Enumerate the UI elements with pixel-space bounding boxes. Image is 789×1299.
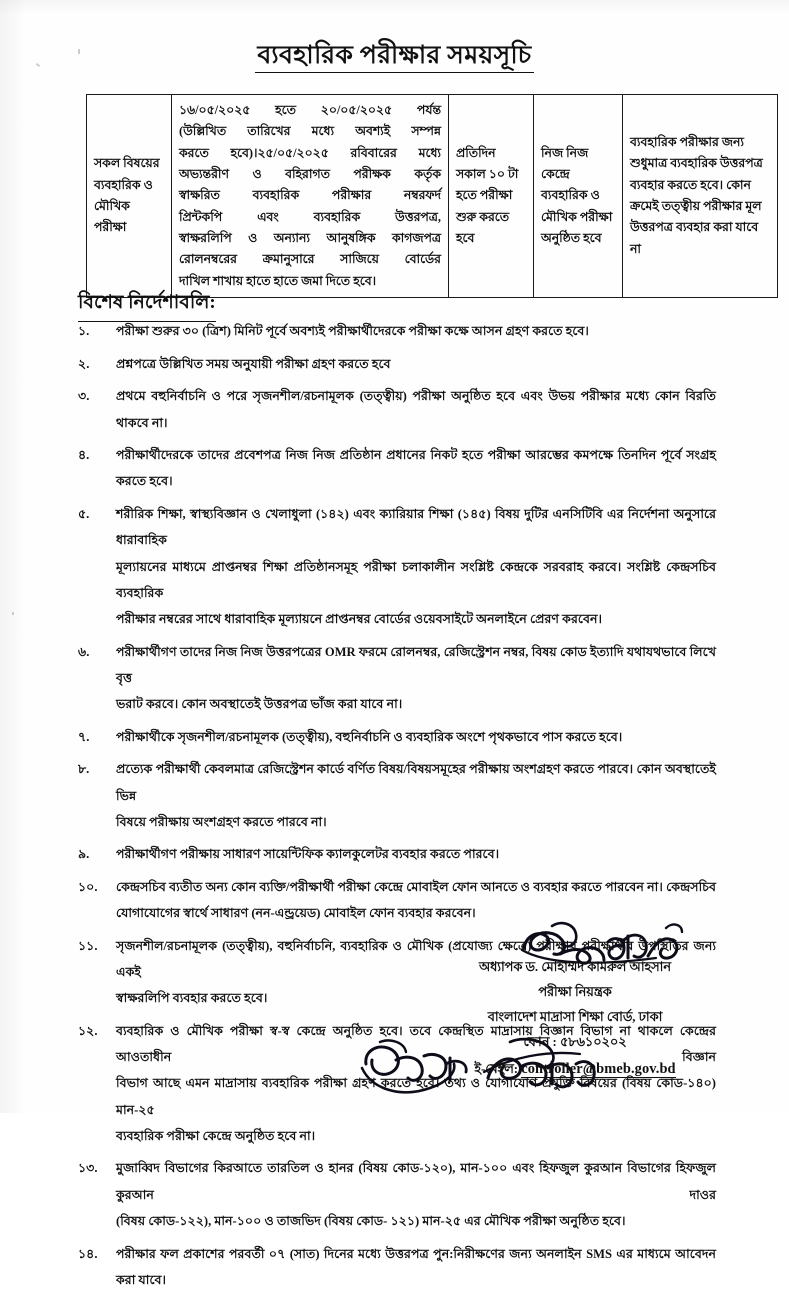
instruction-line: কেন্দ্রসচিব ব্যতীত অন্য কোন ব্যক্তি/পরীক্ষার্থী পরীক্ষা কেন্দ্রে মোবাইল ফোন আনতে ও ব্যবহার করতে পারবেন না। কেন্দ্রসচিব	[116, 880, 716, 895]
cell-dates-line: স্বাক্ষরিত ব্যবহারিক পরীক্ষার নম্বরফর্দ	[179, 188, 441, 203]
instruction-line: প্রশ্নপত্রে উল্লিখিত সময় অনুযায়ী পরীক্ষা গ্রহণ করতে হবে	[116, 356, 391, 371]
instruction-line: সৃজনশীল/রচনামূলক (তত্ত্বীয়), বহুনির্বাচনি, ব্যবহারিক ও মৌখিক (প্রযোজ্য ক্ষেত্রে) পরীক্ষায় পরীক্ষার্থীর উপস্থিতির জন্য একই	[116, 938, 716, 980]
table-row	[87, 95, 778, 298]
instruction-text	[116, 1241, 716, 1293]
instruction-line: বিভাগ আছে এমন মাদ্রাসায় ব্যবহারিক পরীক্ষা গ্রহণ করতে হবে। তথ্য ও যোগাযোগ প্রযুক্তি বিষয়ের (বিষয় কোড-১৪০) মান-২৫	[116, 1076, 716, 1117]
instruction-text	[116, 639, 716, 718]
instruction-line: (বিষয় কোড-১২২), মান-১০০ ও তাজভিদ (বিষয় কোড- ১২১) মান-২৫ এর মৌখিক পরীক্ষা অনুষ্ঠিত হবে।	[116, 1213, 626, 1228]
instructions-heading-text: বিশেষ নির্দেশাবলি:	[78, 288, 216, 322]
instruction-number: ১.	[78, 324, 90, 338]
instruction-line: পরীক্ষার ফল প্রকাশের পরবর্তী ০৭ (সাত) দিনের মধ্যে উত্তরপত্র পুন:নিরীক্ষণের জন্য অনলাইন SMS এর মাধ্যমে আবেদন করা যাবে।	[116, 1246, 716, 1287]
instruction-line: বিষয়ে পরীক্ষায় অংশগ্রহণ করতে পারবে না।	[116, 814, 327, 829]
instruction-item	[78, 501, 716, 632]
cell-dates-line: ১৬/০৫/২০২৫ হতে ২০/০৫/২০২৫ পর্যন্ত	[179, 103, 441, 117]
cell-dates	[172, 95, 449, 298]
scan-shadow-left	[0, 0, 26, 1113]
instruction-number: ১০.	[78, 880, 98, 895]
signature-block	[420, 955, 730, 1083]
instruction-line: ভরাট করবে। কোন অবস্থাতেই উত্তরপত্র ভাঁজ করা যাবে না।	[116, 696, 403, 711]
cell-dates-line: প্রিন্টকপি এবং ব্যবহারিক উত্তরপত্র,	[179, 209, 441, 224]
cell-time: প্রতিদিন সকাল ১০ টা হতে পরীক্ষা শুরু করতে হবে	[449, 95, 534, 298]
instructions-heading	[78, 288, 216, 322]
page-title-text: ব্যবহারিক পরীক্ষার সময়সূচি	[255, 40, 533, 73]
instruction-text	[116, 442, 716, 494]
instruction-number: ১২.	[78, 1024, 98, 1038]
cell-dates-line: অভ্যন্তরীণ ও বহিরাগত পরীক্ষক কর্তৃক	[179, 166, 441, 181]
signatory-organization: বাংলাদেশ মাদ্রাসা শিক্ষা বোর্ড, ঢাকা	[487, 1009, 663, 1024]
signatory-designation: পরীক্ষা নিয়ন্ত্রক	[538, 984, 612, 999]
cell-answer-sheet: ব্যবহারিক পরীক্ষার জন্য শুধুমাত্র ব্যবহারিক উত্তরপত্র ব্যবহার করতে হবে। কোন ক্রমেই তত্ত্বীয় পরীক্ষার মূল উত্তরপত্র ব্যবহার করা যাবে না	[623, 95, 778, 298]
instruction-line: স্বাক্ষরলিপি ব্যবহার করতে হবে।	[116, 991, 268, 1006]
instruction-number: ১১.	[78, 938, 98, 953]
scan-speck	[12, 612, 14, 615]
cell-dates-line: (উল্লিখিত তারিখের মধ্যে অবশ্যই সম্পন্ন	[179, 124, 441, 139]
instruction-line: প্রথমে বহুনির্বাচনি ও পরে সৃজনশীল/রচনামূলক (তত্ত্বীয়) পরীক্ষা অনুষ্ঠিত হবে এবং উভয় পরীক্ষার মধ্যে কোন বিরতি থাকবে না।	[116, 389, 716, 430]
instruction-line: শরীরিক শিক্ষা, স্বাস্থ্যবিজ্ঞান ও খেলাধুলা (১৪২) এবং ক্যারিয়ার শিক্ষা (১৪৫) বিষয় দুটির এনসিটিবি এর নির্দেশনা অনুসারে ধারাবাহিক	[116, 507, 716, 548]
scan-shadow-top	[0, 0, 789, 14]
cell-dates-line: করতে হবে)।২৫/০৫/২০২৫ রবিবারের মধ্যে	[179, 145, 441, 160]
instruction-item	[78, 874, 716, 926]
instruction-text	[116, 383, 716, 435]
instruction-line: পরীক্ষার্থীদেরকে তাদের প্রবেশপত্র নিজ নিজ প্রতিষ্ঠান প্রধানের নিকট হতে পরীক্ষা আরম্ভের কমপক্ষে তিনদিন পূর্বে সংগ্রহ করতে হবে।	[116, 448, 716, 489]
instruction-number: ৯.	[78, 847, 90, 862]
instruction-text	[116, 756, 716, 835]
instruction-line: ব্যবহারিক পরীক্ষা কেন্দ্রে অনুষ্ঠিত হবে না।	[116, 1128, 316, 1143]
signatory-phone: ফোন : ৫৮৬১০২০২	[523, 1034, 627, 1049]
instruction-item	[78, 383, 716, 435]
instruction-line: প্রত্যেক পরীক্ষার্থী কেবলমাত্র রেজিস্ট্রেশন কার্ডে বর্ণিত বিষয়/বিষয়সমূহের পরীক্ষায় অংশগ্রহণ করতে পারবে। কোন অবস্থাতেই ভিন্ন	[116, 762, 716, 803]
instruction-line: পরীক্ষার্থীগণ তাদের নিজ নিজ উত্তরপত্রের OMR ফরমে রোলনম্বর, রেজিস্ট্রেশন নম্বর, বিষয় কোড ইত্যাদি যথাযথভাবে লিখে বৃত্ত	[116, 644, 716, 685]
instruction-item	[78, 724, 716, 750]
instruction-line: মুজাব্বিদ বিভাগের কিরআতে তারতিল ও হানর (বিষয় কোড-১২০), মান-১০০ এবং হিফজুল কুরআন বিভাগের হিফজুল কুরআন দাওর	[116, 1161, 716, 1202]
instruction-item	[78, 841, 716, 867]
instruction-item	[78, 639, 716, 718]
instruction-item	[78, 442, 716, 494]
instructions-list	[78, 318, 716, 1299]
cell-venue: নিজ নিজ কেন্দ্রে ব্যবহারিক ও মৌখিক পরীক্ষা অনুষ্ঠিত হবে	[534, 95, 623, 298]
instruction-item	[78, 1155, 716, 1234]
instruction-item	[78, 318, 716, 344]
instruction-line: যোগাযোগের স্বার্থে সাধারণ (নন-এন্ড্রয়েড) মোবাইল ফোন ব্যবহার করবেন।	[116, 906, 476, 921]
instruction-text	[116, 501, 716, 632]
instruction-text	[116, 351, 716, 377]
instruction-item	[78, 1241, 716, 1293]
schedule-table	[86, 94, 778, 298]
instruction-number: ১৪.	[78, 1246, 98, 1261]
instruction-number: ১৩.	[78, 1161, 98, 1176]
instruction-number: ৪.	[78, 448, 90, 463]
instruction-line: পরীক্ষা শুরুর ৩০ (ত্রিশ) মিনিট পূর্বে অবশ্যই পরীক্ষার্থীদেরকে পরীক্ষা কক্ষে আসন গ্রহণ করতে হবে।	[116, 324, 589, 338]
instruction-text	[116, 318, 716, 344]
instruction-number: ৩.	[78, 389, 90, 404]
cell-dates-line: স্বাক্ষরলিপি ও অন্যান্য আনুষঙ্গিক কাগজপত্র	[179, 230, 441, 245]
signatory-email-line	[420, 1055, 730, 1083]
instruction-text	[116, 1155, 716, 1234]
instruction-item	[78, 756, 716, 835]
instruction-number: ৫.	[78, 507, 90, 522]
instruction-line: পরীক্ষার্থীকে সৃজনশীল/রচনামূলক (তত্ত্বীয়), বহুনির্বাচনি ও ব্যবহারিক অংশে পৃথকভাবে পাস করতে হবে।	[116, 729, 623, 744]
instruction-line: মূল্যায়নের মাধ্যমে প্রাপ্তনম্বর শিক্ষা প্রতিষ্ঠানসমূহ পরীক্ষা চলাকালীন সংশ্লিষ্ট কেন্দ্রকে সরবরাহ করবে। সংশ্লিষ্ট কেন্দ্রসচিব ব্যবহারিক	[116, 559, 716, 600]
email-label: ই-মেইল:	[474, 1061, 519, 1076]
cell-dates-line: দাখিল শাখায় হাতে হাতে জমা দিতে হবে।	[179, 273, 377, 288]
instruction-line: ব্যবহারিক ও মৌখিক পরীক্ষা স্ব-স্ব কেন্দ্রে অনুষ্ঠিত হবে। তবে কেন্দ্রস্থিত মাদ্রাসায় বিজ্ঞান বিভাগ না থাকলে কেন্দ্রের আওতাধীন বিজ্ঞান	[116, 1024, 716, 1065]
page-title	[0, 40, 789, 73]
instruction-text	[116, 841, 716, 867]
cell-subject: সকল বিষয়ের ব্যবহারিক ও মৌখিক পরীক্ষা	[87, 95, 172, 298]
cell-dates-line: রোলনম্বরের ক্রমানুসারে সাজিয়ে বোর্ডের	[179, 252, 441, 267]
instruction-item	[78, 351, 716, 377]
email-address[interactable]: controller@bmeb.gov.bd	[521, 1060, 676, 1077]
instruction-text	[116, 874, 716, 926]
instruction-line: পরীক্ষার নম্বরের সাথে ধারাবাহিক মূল্যায়নে প্রাপ্তনম্বর বোর্ডের ওয়েবসাইটে অনলাইনে প্রেরণ করবেন।	[116, 611, 603, 626]
instruction-text	[116, 724, 716, 750]
instruction-number: ২.	[78, 356, 90, 371]
instruction-line: পরীক্ষার্থীগণ পরীক্ষায় সাধারণ সায়েন্টিফিক ক্যালকুলেটর ব্যবহার করতে পারবে।	[116, 847, 500, 862]
instruction-number: ৭.	[78, 729, 90, 744]
instruction-number: ৬.	[78, 644, 90, 659]
instruction-number: ৮.	[78, 762, 90, 777]
signatory-name: অধ্যাপক ড. মোহাম্মদ কামরুল আহসান	[479, 960, 671, 974]
